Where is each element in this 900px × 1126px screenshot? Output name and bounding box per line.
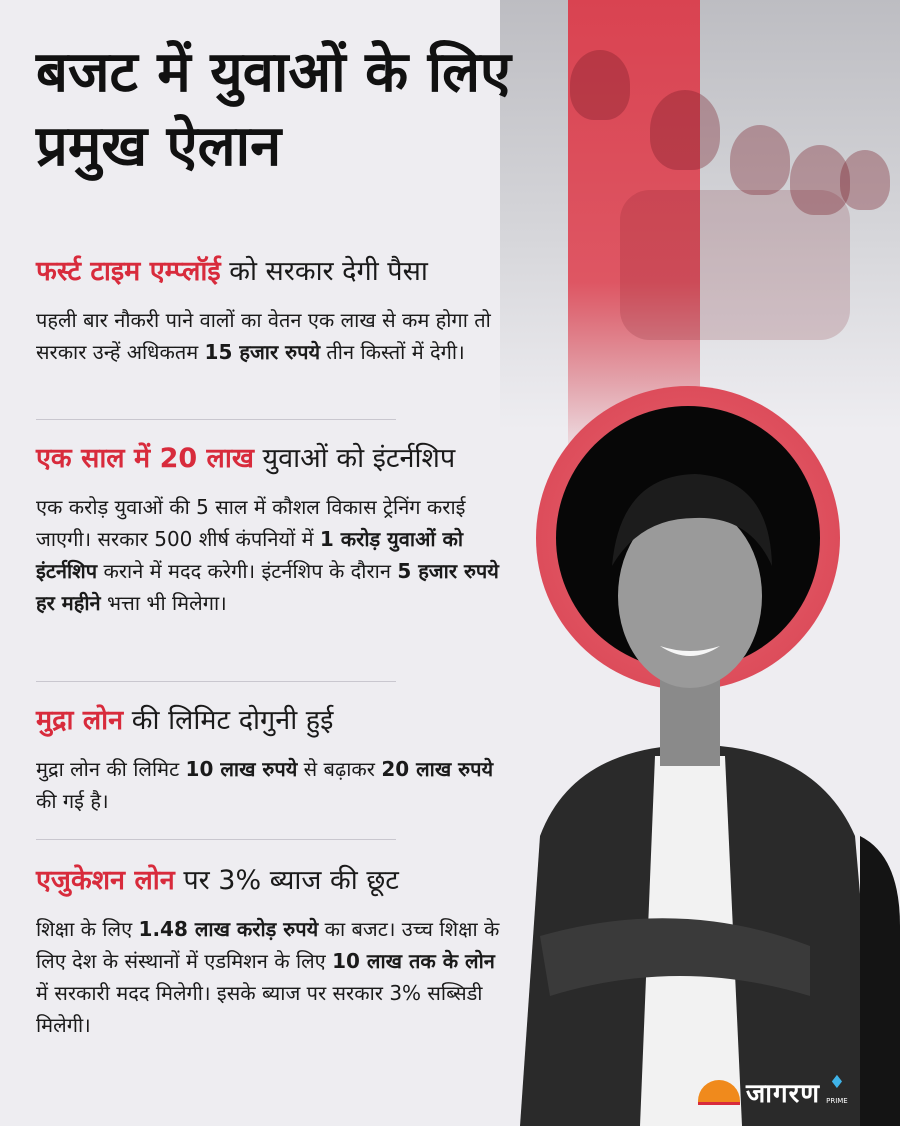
diamond-icon: ♦ PRIME [826,1074,848,1110]
body-text: का बजट। उच्च शिक्षा के लिए देश के संस्थानों में एडमिशन के लिए [36,917,500,973]
section-body [36,304,506,368]
divider [36,839,396,840]
section-title-highlight: फर्स्ट टाइम एम्प्लॉई [36,256,221,287]
divider [36,419,396,420]
divider [36,681,396,682]
body-text: मुद्रा लोन की लिमिट [36,757,186,781]
body-text: कराने में मदद करेगी। इंटर्नशिप के दौरान [97,559,398,583]
section-title [36,863,506,899]
body-text-bold: 5 हजार रुपये हर महीने [36,559,499,615]
body-text-bold: 10 लाख रुपये [185,757,298,781]
body-text: की गई है। [36,789,109,813]
section-body [36,753,506,817]
body-text-bold: 15 हजार रुपये [204,340,321,364]
section-title-rest: की लिमिट दोगुनी हुई [123,705,334,736]
body-text: पहली बार नौकरी पाने वालों का वेतन एक लाख से कम होगा तो सरकार उन्हें अधिकतम [36,308,491,364]
body-text-bold: 1.48 लाख करोड़ रुपये [138,917,319,941]
body-text-bold: 10 लाख तक के लोन [332,949,495,973]
body-text: शिक्षा के लिए [36,917,139,941]
sun-logo-icon [698,1080,740,1105]
section-title-rest: को सरकार देगी पैसा [220,256,428,287]
students-group-photo [560,30,900,360]
jagran-prime-logo [698,1074,848,1110]
page-headline: बजट में युवाओं के लिए प्रमुख ऐलान [36,40,512,179]
logo-wordmark: जागरण [746,1079,821,1109]
section-body [36,913,506,1041]
section-body [36,491,506,619]
section-title-rest: युवाओं को इंटर्नशिप [253,443,456,474]
section-title-highlight: मुद्रा लोन [36,705,124,736]
section-first-time-employee [36,254,506,368]
section-title-highlight: एक साल में 20 लाख [36,443,254,474]
section-title [36,441,506,477]
body-text-bold: 1 करोड़ युवाओं को इंटर्नशिप [36,527,464,583]
body-text-bold: 20 लाख रुपये [381,757,494,781]
body-text: भत्ता भी मिलेगा। [100,591,227,615]
body-text: से बढ़ाकर [297,757,382,781]
section-education-loan [36,863,506,1041]
body-text: एक करोड़ युवाओं की 5 साल में कौशल विकास ट्रेनिंग कराई जाएगी। सरकार 500 शीर्ष कंपनियों में [36,495,466,551]
section-internship [36,441,506,619]
logo-tag: PRIME [826,1097,848,1105]
body-text: में सरकारी मदद मिलेगी। इसके ब्याज पर सरकार 3% सब्सिडी मिलेगी। [36,981,483,1037]
section-title [36,254,506,290]
section-title-highlight: एजुकेशन लोन [36,865,175,896]
section-mudra-loan [36,703,506,817]
section-title-rest: पर 3% ब्याज की छूट [174,865,399,896]
young-man-photo [480,456,900,1126]
body-text: तीन किस्तों में देगी। [320,340,465,364]
section-title [36,703,506,739]
